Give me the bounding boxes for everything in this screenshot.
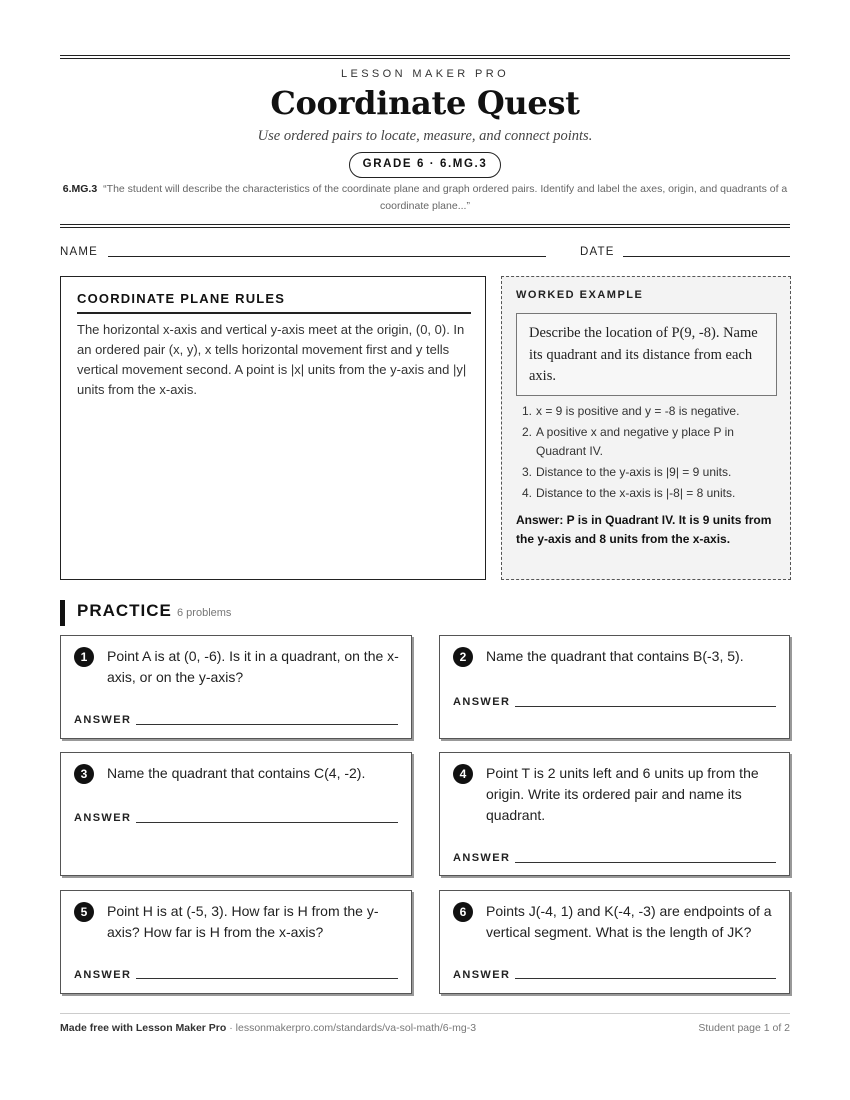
- problem-card-5: [60, 890, 412, 994]
- answer-label: ANSWER: [74, 714, 132, 726]
- answer-field[interactable]: [136, 724, 398, 725]
- problem-number-badge: 2: [453, 647, 473, 667]
- practice-accent-bar: [60, 600, 65, 626]
- answer-field[interactable]: [136, 822, 398, 823]
- footer-rule: [60, 1013, 790, 1014]
- top-rule: [60, 58, 790, 59]
- problem-number-badge: 6: [453, 902, 473, 922]
- date-field[interactable]: [623, 256, 790, 257]
- problem-number-badge: 3: [74, 764, 94, 784]
- problem-prompt: Point T is 2 units left and 6 units up from the origin. Write its ordered pair and name its quadrant.: [486, 765, 759, 823]
- top-rule: [60, 55, 790, 56]
- worked-example-problem: Describe the location of P(9, -8). Name its quadrant and its distance from each axis.: [516, 313, 777, 396]
- problem-number-badge: 5: [74, 902, 94, 922]
- grade-badge: GRADE 6 · 6.MG.3: [349, 152, 501, 178]
- problem-card-4: [439, 752, 790, 876]
- problem-prompt: Point A is at (0, -6). Is it in a quadrant, on the x-axis, or on the y-axis?: [107, 648, 399, 685]
- problem-card-6: [439, 890, 790, 994]
- problem-prompt: Name the quadrant that contains B(-3, 5).: [486, 648, 744, 664]
- answer-label: ANSWER: [74, 812, 132, 824]
- practice-heading: PRACTICE: [77, 601, 172, 620]
- answer-field[interactable]: [136, 978, 398, 979]
- rules-heading: COORDINATE PLANE RULES: [77, 291, 471, 314]
- answer-label: ANSWER: [74, 969, 132, 981]
- page-title: Coordinate Quest: [270, 84, 580, 122]
- problem-card-1: [60, 635, 412, 739]
- footer-made-with: Made free with Lesson Maker Pro: [60, 1022, 227, 1034]
- problem-number-badge: 1: [74, 647, 94, 667]
- worked-example-panel: [501, 276, 791, 580]
- problem-prompt: Point H is at (-5, 3). How far is H from the y-axis? How far is H from the x-axis?: [107, 903, 379, 940]
- rules-panel: [60, 276, 486, 580]
- header-rule: [60, 224, 790, 225]
- name-label: NAME: [60, 246, 99, 258]
- answer-field[interactable]: [515, 862, 776, 863]
- standard-text: “The student will describe the characteristics of the coordinate plane and graph ordered pairs. Identify and label the axes, origin, and quadrants of a coordinate plane...”: [103, 183, 788, 212]
- page-subtitle: Use ordered pairs to locate, measure, and connect points.: [257, 128, 593, 144]
- rules-body: The horizontal x-axis and vertical y-axis meet at the origin, (0, 0). In an ordered pair (x, y), x tells horizontal movement first and y tells vertical movement second. A point is |x| units from the y-axis and |y| units from the x-axis.: [77, 322, 467, 397]
- answer-label: ANSWER: [453, 852, 511, 864]
- example-step: 1. x = 9 is positive and y = -8 is negative.: [522, 404, 740, 418]
- example-step: 4. Distance to the x-axis is |-8| = 8 units.: [522, 486, 736, 500]
- answer-label: ANSWER: [453, 969, 511, 981]
- practice-count: 6 problems: [177, 607, 232, 619]
- header-rule: [60, 227, 790, 228]
- worked-example-heading: WORKED EXAMPLE: [516, 289, 644, 301]
- problem-prompt: Points J(-4, 1) and K(-4, -3) are endpoints of a vertical segment. What is the length of JK?: [486, 903, 772, 940]
- worked-example-answer: Answer: P is in Quadrant IV. It is 9 units from the y-axis and 8 units from the x-axis.: [516, 513, 772, 546]
- example-step: 3. Distance to the y-axis is |9| = 9 units.: [522, 465, 732, 479]
- example-step: 2. A positive x and negative y place P in Quadrant IV.: [522, 425, 734, 458]
- problem-prompt: Name the quadrant that contains C(4, -2).: [107, 765, 366, 781]
- answer-field[interactable]: [515, 978, 776, 979]
- standard-code: 6.MG.3: [62, 183, 98, 195]
- worked-example-steps: [516, 402, 778, 505]
- brand-name: LESSON MAKER PRO: [340, 68, 510, 80]
- answer-field[interactable]: [515, 706, 776, 707]
- problem-card-2: [439, 635, 790, 739]
- answer-label: ANSWER: [453, 696, 511, 708]
- date-label: DATE: [580, 246, 615, 258]
- problem-number-badge: 4: [453, 764, 473, 784]
- footer-credit: [60, 1022, 476, 1034]
- problem-card-3: [60, 752, 412, 876]
- footer-page-number: Student page 1 of 2: [698, 1022, 790, 1034]
- standard-description: [62, 181, 788, 215]
- name-field[interactable]: [108, 256, 546, 257]
- footer-url[interactable]: · lessonmakerpro.com/standards/va-sol-math/6-mg-3: [226, 1022, 477, 1034]
